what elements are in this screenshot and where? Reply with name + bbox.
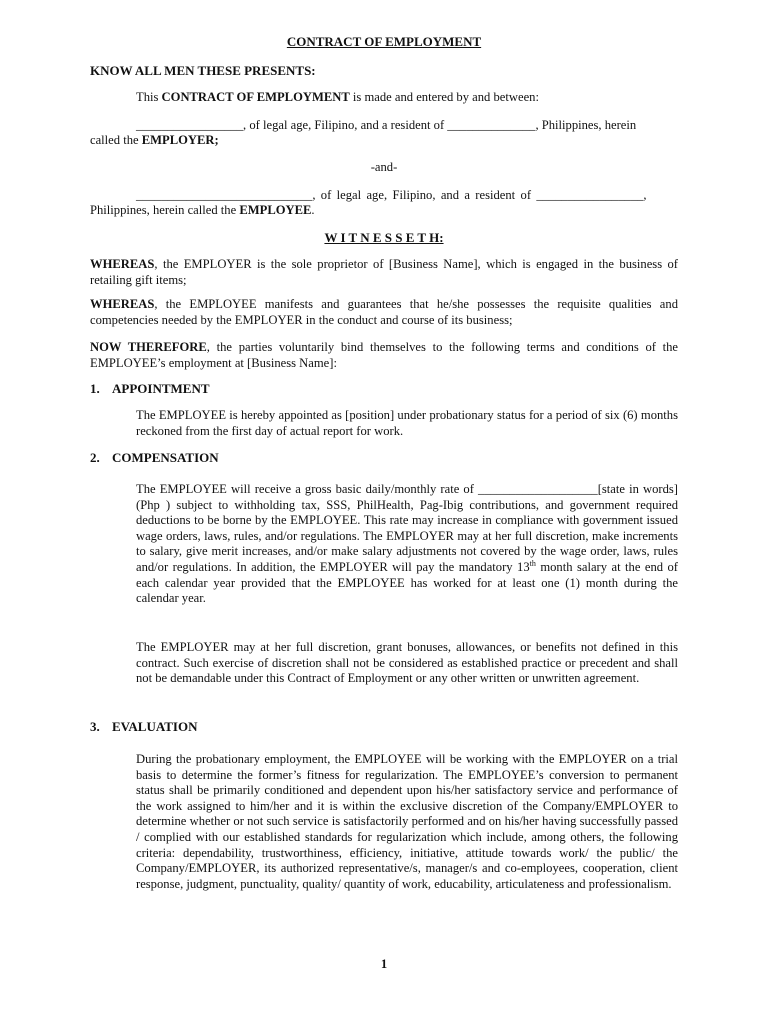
section-title: EVALUATION xyxy=(112,719,198,734)
employer-party-line1 xyxy=(136,118,636,134)
whereas-2-text: , the EMPLOYEE manifests and guarantees that he/she possesses the requisite qualities and competencies needed by the EMPLOYER in the conduct and course of its business; xyxy=(90,297,678,327)
employer-blank-name: _________________ xyxy=(136,118,244,132)
section-number: 2. xyxy=(90,450,100,465)
whereas-clause-2 xyxy=(90,297,678,328)
employee-line2-post: . xyxy=(311,203,315,217)
employer-blank-residence: ______________ xyxy=(447,118,536,132)
now-therefore-text: , the parties voluntarily bind themselves to the following terms and conditions of the EMPLOYEE’s employment at [Business Name]: xyxy=(90,340,678,370)
employee-blank-residence: _________________ xyxy=(536,188,644,202)
employee-text2: , xyxy=(643,188,647,202)
whereas-clause-1 xyxy=(90,257,678,288)
employer-text1: , of legal age, Filipino, and a resident of xyxy=(243,118,448,132)
witnesseth-heading: W I T N E S S E T H: xyxy=(324,230,444,245)
employee-party-line1 xyxy=(136,188,647,204)
section-heading-compensation xyxy=(90,450,219,466)
employee-label: EMPLOYEE xyxy=(239,203,312,217)
page-number: 1 xyxy=(380,957,388,971)
whereas-1-label: WHEREAS xyxy=(90,257,155,271)
intro-post: is made and entered by and between: xyxy=(349,90,539,104)
employer-text2: , Philippines, herein xyxy=(535,118,637,132)
appointment-body: The EMPLOYEE is hereby appointed as [position] under probationary status for a period of six (6) months reckoned from the first day of actual report for work. xyxy=(136,408,678,438)
employee-blank-name: ____________________________ xyxy=(136,188,313,202)
employer-line2-pre: called the xyxy=(90,133,142,147)
section-number: 1. xyxy=(90,381,100,396)
section-heading-appointment xyxy=(90,381,210,397)
whereas-2-label: WHEREAS xyxy=(90,297,155,311)
employee-line2-pre: Philippines, herein called the xyxy=(90,203,240,217)
compensation-paragraph-2: The EMPLOYER may at her full discretion, grant bonuses, allowances, or benefits not defined in this contract. Such exercise of discretion shall not be considered as established practice or precedent and shall not be demandable under this Contract of Employment or any other written or unwritten agreement. xyxy=(136,640,678,686)
and-separator: -and- xyxy=(370,160,398,174)
section-heading-evaluation xyxy=(90,719,197,735)
section-title: COMPENSATION xyxy=(112,450,219,465)
employer-label: EMPLOYER; xyxy=(141,133,219,147)
know-all-heading: KNOW ALL MEN THESE PRESENTS: xyxy=(90,63,316,78)
now-therefore-clause xyxy=(90,340,678,371)
employee-party-line2 xyxy=(90,203,315,219)
compensation-p1-main: The EMPLOYEE will receive a gross basic daily/monthly rate of ___________________[state in words] (Php ) subject to withholding tax, SSS, PhilHealth, Pag-Ibig contributions, and government required deductions to be borne by the EMPLOYEE. This rate may increase in compliance with government issued wage orders, laws, rules, and/or regulations. The EMPLOYER may at her full discretion, make increments to salary, give merit increases, and/or make salary adjustments not covered by the wage order, laws, rules and/or regulations. In addition, the EMPLOYER will pay the mandatory 13 xyxy=(136,482,678,574)
document-title: CONTRACT OF EMPLOYMENT xyxy=(286,34,482,49)
compensation-p1-sup: th xyxy=(529,558,536,568)
compensation-p1-post: month salary at the end of each calendar year provided that the EMPLOYEE has worked for at least one (1) month during the calendar year. xyxy=(136,559,678,606)
intro-pre: This xyxy=(136,90,162,104)
evaluation-body: During the probationary employment, the EMPLOYEE will be working with the EMPLOYER on a trial basis to determine the former’s fitness for regularization. The EMPLOYEE’s conversion to permanent status shall be primarily conditioned and dependent upon his/her satisfactory service and performance of the work assigned to him/her and it is within the exclusive discretion of the Company/EMPLOYER to determine whether or not such service is satisfactorily performed and on his/her having successfully passed / complied with our established standards for regularization which include, among others, the following criteria: dependability, trustworthiness, efficiency, initiative, attitude towards work/ the public/ the Company/EMPLOYER, its authorized representative/s, manager/s and co-employees, cooperation, client response, judgment, punctuality, quality/ quantity of work, educability, articulateness and professionalism. xyxy=(136,752,678,891)
employer-party-line2 xyxy=(90,133,219,149)
intro-line xyxy=(136,90,539,106)
intro-bold: CONTRACT OF EMPLOYMENT xyxy=(161,90,350,104)
compensation-paragraph-1 xyxy=(136,482,678,607)
now-therefore-label: NOW THEREFORE xyxy=(90,340,207,354)
whereas-1-text: , the EMPLOYER is the sole proprietor of [Business Name], which is engaged in the business of retailing gift items; xyxy=(90,257,678,287)
employee-text1: , of legal age, Filipino, and a resident of xyxy=(312,188,537,202)
section-number: 3. xyxy=(90,719,100,734)
section-title: APPOINTMENT xyxy=(112,381,210,396)
